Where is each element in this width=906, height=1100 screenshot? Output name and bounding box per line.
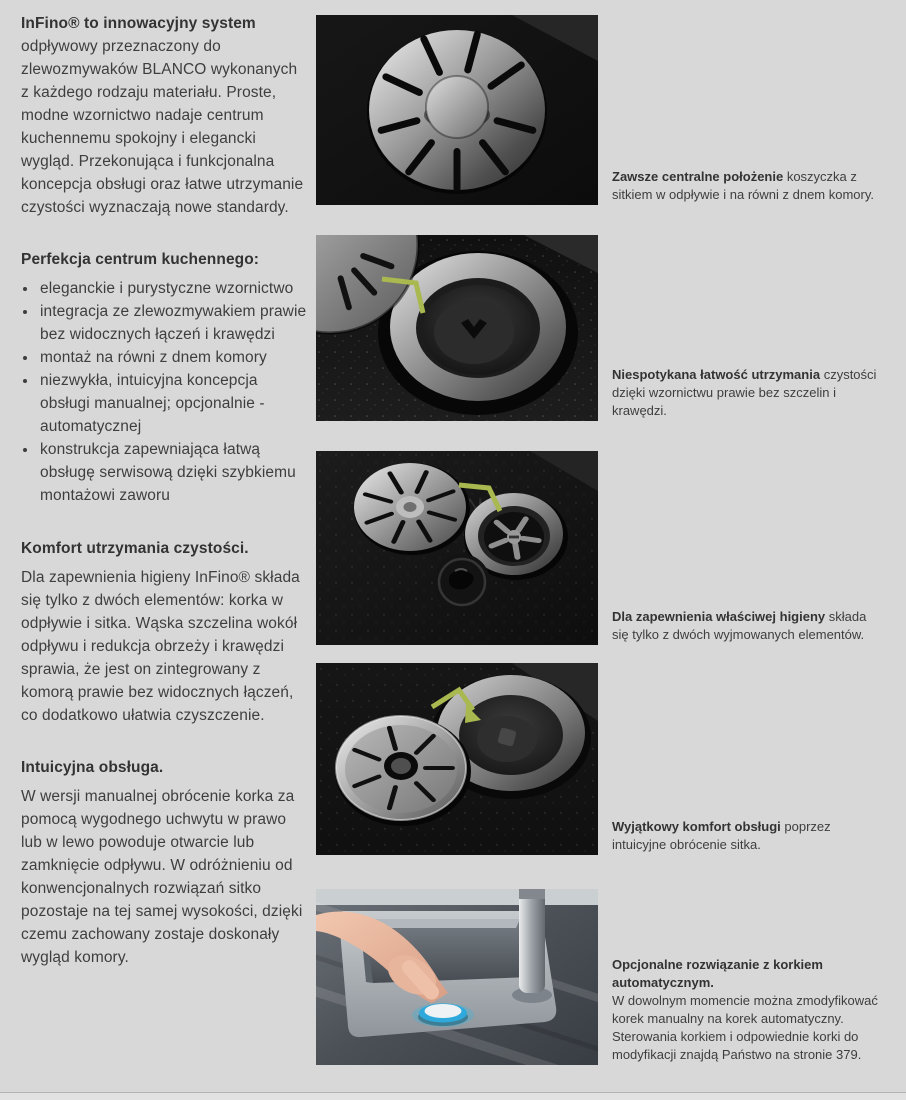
strainer-disc (354, 463, 470, 555)
intro-body-text: odpływowy przeznaczony do zlewozmywaków BLANCO wykonanych z każdego rodzaju materiału. Proste, modne wzornictwo nadaje centrum kuchennemu spokojny i elegancki wygląd. Przekonująca i funkcjonalna koncepcja obsługi oraz łatwe utrzymanie czystości wyznaczają nowe standardy. (21, 38, 304, 216)
caption-lead: Niespotykana łatwość utrzymania (612, 367, 821, 382)
intro-lead-text: InFino® to innowacyjny system (21, 15, 256, 32)
photo-drain-closeup (316, 235, 598, 421)
caption-text: czystości dzięki wzornictwu prawie bez szczelin i krawędzi. (612, 367, 877, 418)
caption-text: koszyczka z sitkiem w odpływie i na równi z dnem komory. (612, 169, 875, 202)
caption-text: składa się tylko z dwóch wyjmowanych elementów. (612, 609, 867, 642)
intro-paragraph (21, 12, 309, 219)
features-list (21, 277, 309, 507)
hygiene-heading: Komfort utrzymania czystości. (21, 540, 249, 557)
feature-bullet: • niezwykła, intuicyjna koncepcja obsługi manualnej; opcjonalnie - automatycznej (38, 369, 309, 438)
features-heading: Perfekcja centrum kuchennego: (21, 251, 260, 268)
figure-row (316, 451, 892, 645)
figure-caption (612, 168, 878, 205)
figures-column (316, 15, 892, 1065)
text-column (21, 12, 309, 998)
photo-auto-button-press (316, 889, 598, 1065)
figure-row (316, 663, 892, 855)
feature-bullet: • integracja ze zlewozmywakiem prawie bez widocznych łączeń i krawędzi (38, 300, 309, 346)
photo-strainer-rotation (316, 663, 598, 855)
figure-row (316, 235, 892, 421)
feature-bullet: • konstrukcja zapewniająca łatwą obsługę serwisową dzięki szybkiemu montażowi zaworu (38, 438, 309, 507)
figure-caption (612, 956, 878, 1065)
feature-bullet: • eleganckie i purystyczne wzornictwo (38, 277, 309, 300)
drain-plug (434, 554, 490, 610)
page-bottom-edge (0, 1092, 906, 1100)
strainer-dish (335, 716, 471, 826)
photo-strainer-top-view (316, 15, 598, 205)
figure-caption (612, 818, 878, 855)
caption-text: poprzez intuicyjne obrócenie sitka. (612, 819, 831, 852)
caption-lead: Dla zapewnienia właściwej higieny (612, 609, 826, 624)
figure-row (316, 889, 892, 1065)
feature-bullet: • montaż na równi z dnem komory (38, 346, 309, 369)
hygiene-paragraph: Dla zapewnienia higieny InFino® składa się tylko z dwóch elementów: korka w odpływie i sitka. Wąska szczelina wokół odpływu i redukcja obrzeży i krawędzi sprawia, że jest on zintegrowany z komorą prawie bez widocznych łączeń, co dodatkowo ułatwia czyszczenie. (21, 569, 300, 724)
figure-caption (612, 608, 878, 645)
figure-row (316, 15, 892, 205)
figure-caption (612, 366, 878, 421)
auto-drain-button (412, 1003, 474, 1027)
caption-lead: Zawsze centralne położenie (612, 169, 784, 184)
caption-lead: Opcjonalne rozwiązanie z korkiem automatycznym. (612, 957, 823, 990)
wall-band (316, 889, 598, 905)
caption-lead: Wyjątkowy komfort obsługi (612, 819, 781, 834)
caption-text: W dowolnym momencie można zmodyfikować korek manualny na korek automatyczny. Sterowania korkiem i odpowiednie korki do modyfikacji znajdą Państwo na stronie 379. (612, 993, 878, 1062)
operation-paragraph: W wersji manualnej obrócenie korka za pomocą wygodnego uchwytu w prawo lub w lewo powoduje otwarcie lub zamknięcie odpływu. W odróżnieniu od konwencjonalnych rozwiązań sitko pozostaje na tej samej wysokości, dzięki czemu zachowany zostaje doskonały wygląd komory. (21, 788, 303, 966)
photo-components-set (316, 451, 598, 645)
operation-heading: Intuicyjna obsługa. (21, 759, 164, 776)
